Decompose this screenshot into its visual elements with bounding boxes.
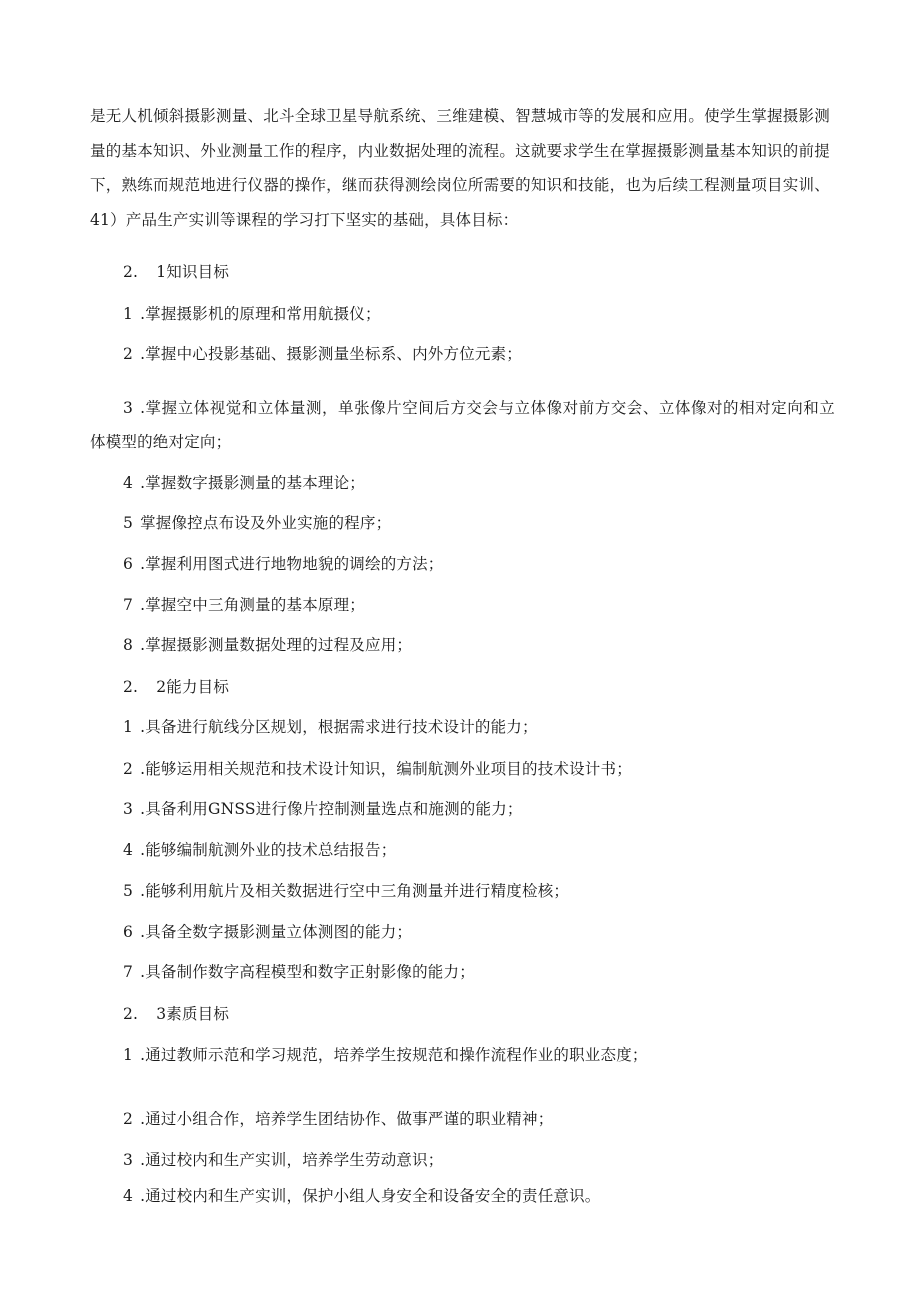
item-text: .能够运用相关规范和技术设计知识，编制航测外业项目的技术设计书； <box>140 760 632 778</box>
item-text: .掌握中心投影基础、摄影测量坐标系、内外方位元素； <box>140 345 522 363</box>
section-title: 3素质目标 <box>156 1005 230 1023</box>
item-text: .通过小组合作，培养学生团结协作、做事严谨的职业精神； <box>140 1110 554 1128</box>
item-text: .具备全数字摄影测量立体测图的能力； <box>140 923 413 941</box>
list-item <box>123 879 569 901</box>
section-title: 1知识目标 <box>156 263 230 281</box>
item-number: 4 <box>123 841 134 859</box>
list-item <box>123 471 365 493</box>
item-number: 6 <box>123 923 134 941</box>
item-number: 2 <box>123 345 134 363</box>
item-text: .掌握摄影机的原理和常用航摄仪； <box>140 305 381 323</box>
list-item <box>123 302 381 324</box>
item-number: 5 <box>123 514 134 532</box>
item-text: .具备利用GNSS进行像片控制测量选点和施测的能力； <box>140 800 523 818</box>
section-number: 2. <box>123 678 139 696</box>
list-item <box>123 920 412 942</box>
item-number: 5 <box>123 882 134 900</box>
item-text: .具备制作数字高程模型和数字正射影像的能力； <box>140 963 475 981</box>
section-title: 2能力目标 <box>156 678 230 696</box>
list-item <box>90 391 835 459</box>
list-item <box>123 757 632 779</box>
item-number: 3 <box>123 1151 134 1169</box>
item-number: 7 <box>123 963 134 981</box>
list-item <box>123 838 396 860</box>
list-item <box>123 1043 648 1065</box>
item-text: .通过校内和生产实训，保护小组人身安全和设备安全的责任意识。 <box>140 1187 601 1205</box>
item-text: .掌握空中三角测量的基本原理； <box>140 596 365 614</box>
item-text: .能够编制航测外业的技术总结报告； <box>140 841 397 859</box>
list-item <box>123 552 444 574</box>
item-number: 8 <box>123 636 134 654</box>
item-text: .具备进行航线分区规划，根据需求进行技术设计的能力； <box>140 718 538 736</box>
item-text: .掌握摄影测量数据处理的过程及应用； <box>140 636 413 654</box>
item-number: 6 <box>123 555 134 573</box>
list-item <box>123 342 522 364</box>
item-number: 2 <box>123 760 134 778</box>
intro-paragraph: 是无人机倾斜摄影测量、北斗全球卫星导航系统、三维建模、智慧城市等的发展和应用。使学生掌握摄影测量的基本知识、外业测量工作的程序，内业数据处理的流程。这就要求学生在掌握摄影测量基本知识的前提下，熟练而规范地进行仪器的操作，继而获得测绘岗位所需要的知识和技能，也为后续工程测量项目实训、41）产品生产实训等课程的学习打下坚实的基础，具体目标： <box>90 107 830 229</box>
item-number: 3 <box>123 399 134 417</box>
section-heading-quality <box>123 1002 229 1024</box>
item-number: 4 <box>123 1187 134 1205</box>
list-item <box>123 593 365 615</box>
item-number: 3 <box>123 800 134 818</box>
list-item <box>123 511 391 533</box>
item-number: 1 <box>123 718 134 736</box>
list-item <box>123 797 523 819</box>
item-text: 掌握像控点布设及外业实施的程序； <box>140 514 392 532</box>
item-text: .掌握数字摄影测量的基本理论； <box>140 474 365 492</box>
list-item <box>123 633 412 655</box>
list-item <box>123 1184 601 1206</box>
item-number: 4 <box>123 474 134 492</box>
item-text: .能够利用航片及相关数据进行空中三角测量并进行精度检核； <box>140 882 570 900</box>
section-number: 2. <box>123 1005 139 1023</box>
list-item <box>123 1148 444 1170</box>
item-number: 1 <box>123 305 134 323</box>
section-heading-ability <box>123 675 229 697</box>
list-item <box>123 960 475 982</box>
section-heading-knowledge <box>123 260 229 282</box>
item-number: 1 <box>123 1046 134 1064</box>
item-number: 2 <box>123 1110 134 1128</box>
list-item <box>123 715 538 737</box>
item-text: .通过校内和生产实训，培养学生劳动意识； <box>140 1151 444 1169</box>
item-text: .掌握立体视觉和立体量测，单张像片空间后方交会与立体像对前方交会、立体像对的相对定向和立体模型的绝对定向； <box>90 399 835 451</box>
item-text: .掌握利用图式进行地物地貌的调绘的方法； <box>140 555 444 573</box>
section-number: 2. <box>123 263 139 281</box>
item-number: 7 <box>123 596 134 614</box>
list-item <box>123 1107 553 1129</box>
item-text: .通过教师示范和学习规范，培养学生按规范和操作流程作业的职业态度； <box>140 1046 648 1064</box>
